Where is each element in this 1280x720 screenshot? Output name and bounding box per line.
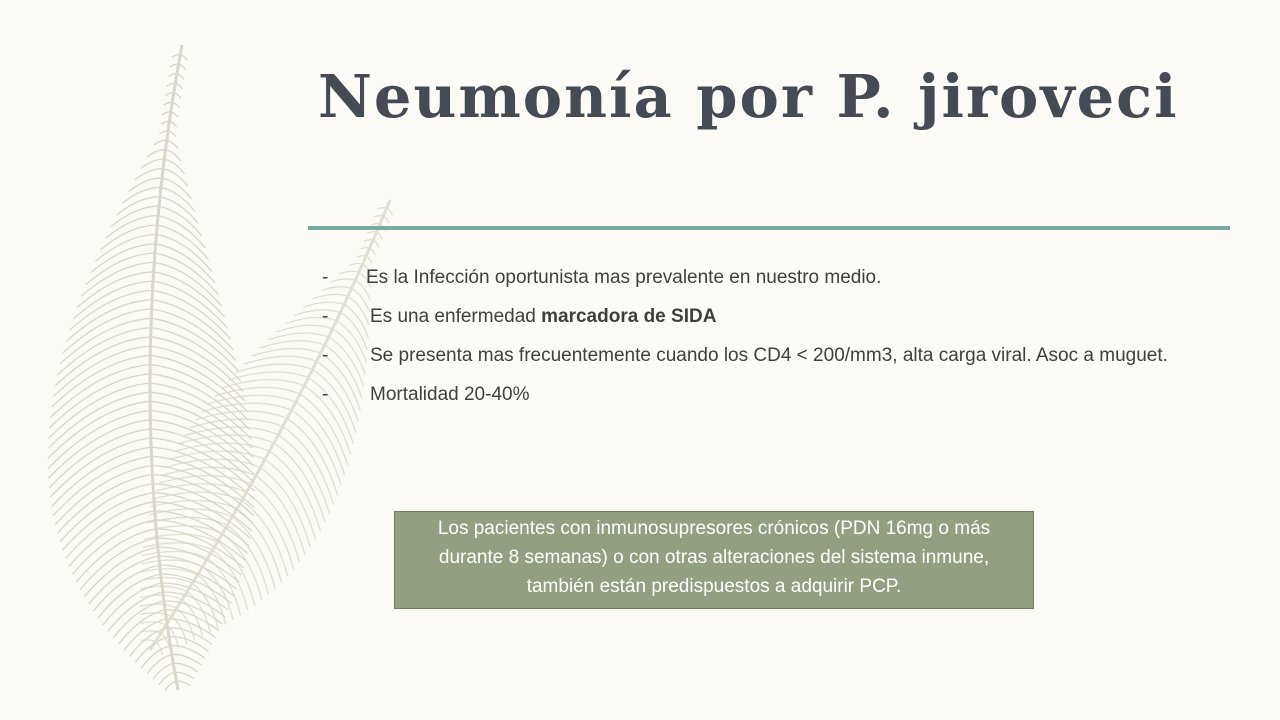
- bullet-text: Es la Infección oportunista mas prevalente en nuestro medio.: [366, 267, 882, 288]
- note-text: Los pacientes con inmunosupresores crónicos (PDN 16mg o más durante 8 semanas) o con otras alteraciones del sistema inmune, también están predispuestos a adquirir PCP.: [437, 518, 991, 597]
- slide-title: Neumonía por P. jiroveci: [318, 62, 1179, 131]
- note-box: [394, 511, 1034, 609]
- bullet-dash: -: [322, 306, 329, 327]
- title-divider: [308, 226, 1230, 230]
- bullet-text: Es una enfermedad: [370, 306, 542, 327]
- bullet-dash: -: [322, 345, 329, 366]
- bullet-item: [322, 342, 1242, 370]
- bullet-dash: -: [322, 384, 329, 405]
- bullet-bold-text: marcadora de SIDA: [541, 306, 717, 327]
- bullet-text: Mortalidad 20-40%: [370, 384, 530, 405]
- bullet-item: [322, 303, 1242, 331]
- bullet-text: Se presenta mas frecuentemente cuando los CD4 < 200/mm3, alta carga viral. Asoc a muguet.: [370, 345, 1168, 366]
- bullet-list: [322, 264, 1242, 420]
- bullet-item: [322, 381, 1242, 409]
- bullet-dash: -: [322, 267, 329, 288]
- bullet-item: [322, 264, 1242, 292]
